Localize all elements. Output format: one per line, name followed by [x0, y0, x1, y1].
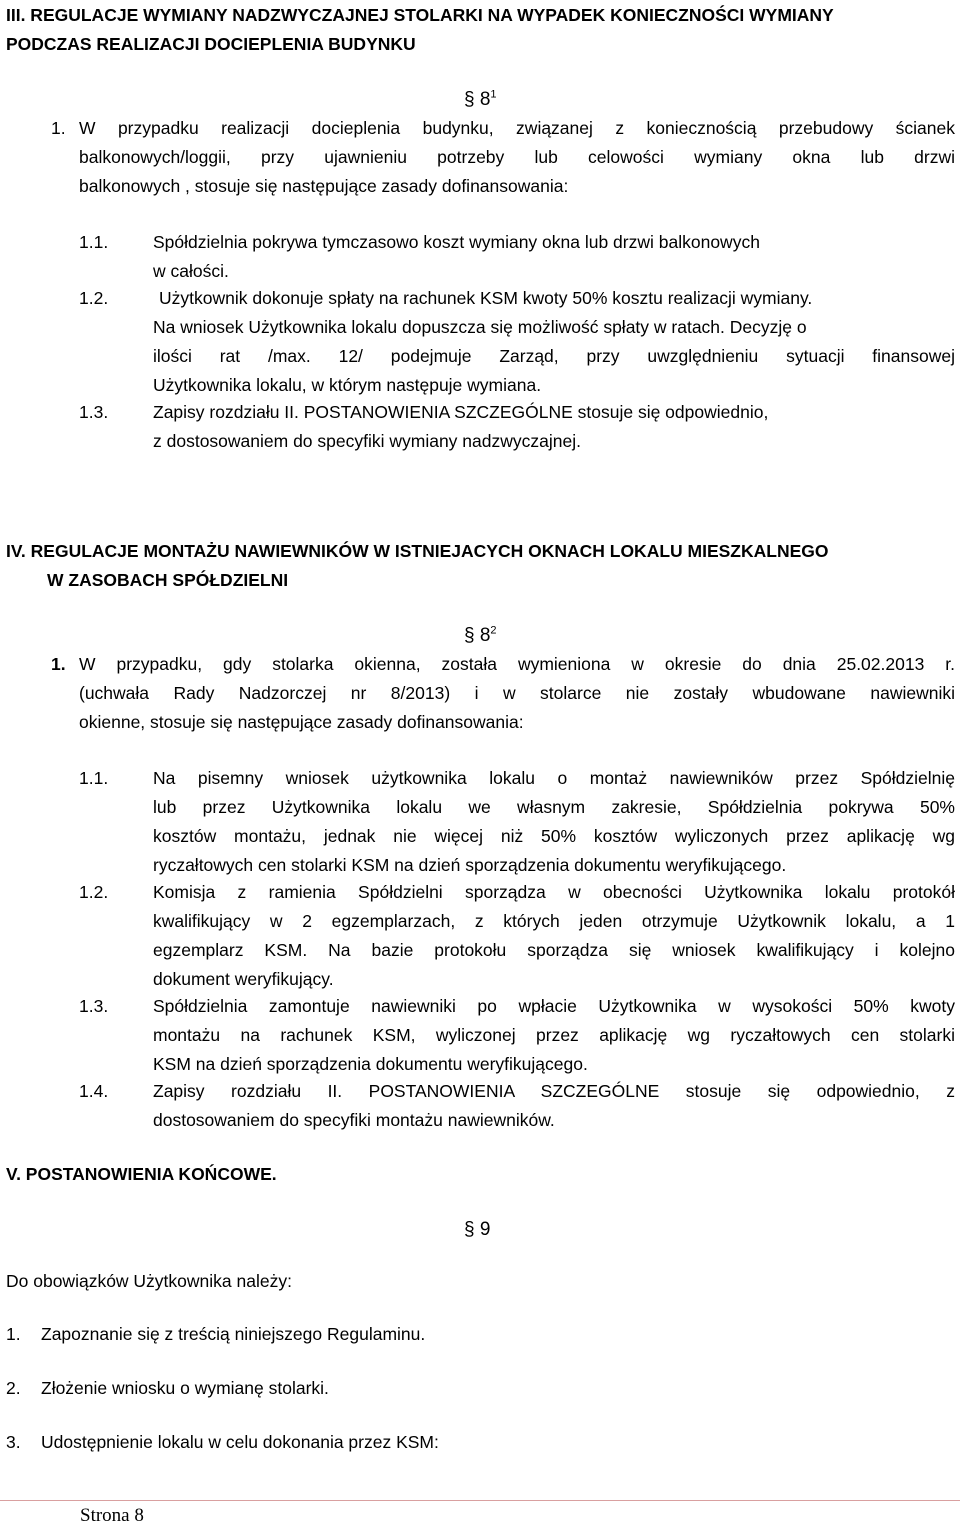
section-5-item-3-number: 3. — [6, 1432, 21, 1452]
section-3-heading-line-2: PODCZAS REALIZACJI DOCIEPLENIA BUDYNKU — [6, 34, 416, 54]
section-4-item-1-2-line-4: dokument weryfikujący. — [153, 969, 334, 989]
section-3-item-1-2-number: 1.2. — [79, 288, 109, 308]
section-5-item-2-number: 2. — [6, 1378, 21, 1398]
section-3-intro-line-1: W przypadku realizacji docieplenia budynku, związanej z koniecznością przebudowy ścianek — [79, 118, 955, 138]
section-3-item-1-2-line-4: Użytkownika lokalu, w którym następuje wymiana. — [153, 375, 542, 395]
section-3-item-1-3-line-1: Zapisy rozdziału II. POSTANOWIENIA SZCZEGÓLNE stosuje się odpowiednio, — [153, 402, 769, 422]
section-4-item-1-2-line-1: Komisja z ramienia Spółdzielni sporządza w obecności Użytkownika lokalu protokół — [153, 882, 955, 902]
section-4-item-1-3-line-2: montażu na rachunek KSM, wyliczonej przez aplikację wg ryczałtowych cen stolarki — [153, 1025, 955, 1045]
section-4-heading-line-1: IV. REGULACJE MONTAŻU NAWIEWNIKÓW W ISTNIEJACYCH OKNACH LOKALU MIESZKALNEGO — [6, 541, 829, 561]
section-3-item-1-3-line-2: z dostosowaniem do specyfiki wymiany nadzwyczajnej. — [153, 431, 581, 451]
section-4-item-1-4-line-2: dostosowaniem do specyfiki montażu nawiewników. — [153, 1110, 555, 1130]
paragraph-9-symbol: § 9 — [464, 1219, 491, 1240]
section-3-item-1-3-number: 1.3. — [79, 402, 109, 422]
section-4-item-1-4-line-1: Zapisy rozdziału II. POSTANOWIENIA SZCZEGÓLNE stosuje się odpowiednio, z — [153, 1081, 955, 1101]
section-4-item-1-3-line-3: KSM na dzień sporządzenia dokumentu weryfikującego. — [153, 1054, 588, 1074]
section-5-intro: Do obowiązków Użytkownika należy: — [6, 1271, 292, 1291]
section-3-item-1-1-line-2: w całości. — [153, 261, 229, 281]
section-4-intro-line-2: (uchwała Rady Nadzorczej nr 8/2013) i w stolarce nie zostały wbudowane nawiewniki — [79, 683, 955, 703]
section-3-intro-line-2: balkonowych/loggii, przy ujawnieniu potrzeby lub celowości wymiany okna lub drzwi — [79, 147, 955, 167]
section-4-item-1-4-number: 1.4. — [79, 1081, 109, 1101]
page-number: Strona 8 — [80, 1505, 144, 1526]
paragraph-8-1-symbol: § $8^1$ — [464, 88, 497, 110]
section-4-point-number: 1. — [51, 654, 66, 674]
section-3-heading-line-1: III. REGULACJE WYMIANY NADZWYCZAJNEJ STOLARKI NA WYPADEK KONIECZNOŚCI WYMIANY — [6, 5, 834, 25]
section-3-item-1-2-line-1: Użytkownik dokonuje spłaty na rachunek KSM kwoty 50% kosztu realizacji wymiany. — [159, 288, 813, 308]
section-3-intro-line-3: balkonowych , stosuje się następujące zasady dofinansowania: — [79, 176, 569, 196]
section-3-item-1-2-line-2: Na wniosek Użytkownika lokalu dopuszcza się możliwość spłaty w ratach. Decyzję o — [153, 317, 807, 337]
section-4-item-1-1-line-2: lub przez Użytkownika lokalu we własnym zakresie, Spółdzielnia pokrywa 50% — [153, 797, 955, 817]
section-3-point-number: 1. — [51, 118, 66, 138]
paragraph-8-2-symbol: § $8^2$ — [464, 624, 497, 646]
section-4-item-1-1-number: 1.1. — [79, 768, 109, 788]
section-4-item-1-2-line-2: kwalifikujący w 2 egzemplarzach, z których jeden otrzymuje Użytkownik lokalu, a 1 — [153, 911, 955, 931]
section-5-item-1-text: Zapoznanie się z treścią niniejszego Regulaminu. — [41, 1324, 426, 1344]
section-4-heading-line-2: W ZASOBACH SPÓŁDZIELNI — [47, 570, 289, 590]
section-4-intro-line-1: W przypadku, gdy stolarka okienna, została wymieniona w okresie do dnia 25.02.2013 r. — [79, 654, 955, 674]
section-3-item-1-2-line-3: ilości rat /max. 12/ podejmuje Zarząd, przy uwzględnieniu sytuacji finansowej — [153, 346, 955, 366]
section-4-item-1-1-line-4: ryczałtowych cen stolarki KSM na dzień sporządzenia dokumentu weryfikującego. — [153, 855, 787, 875]
section-3-item-1-1-number: 1.1. — [79, 232, 109, 252]
section-4-item-1-3-number: 1.3. — [79, 996, 109, 1016]
section-4-item-1-2-line-3: egzemplarz KSM. Na bazie protokołu sporządza się wniosek kwalifikujący i kolejno — [153, 940, 955, 960]
section-5-item-2-text: Złożenie wniosku o wymianę stolarki. — [41, 1378, 329, 1398]
section-5-item-3-text: Udostępnienie lokalu w celu dokonania przez KSM: — [41, 1432, 439, 1452]
section-4-item-1-1-line-1: Na pisemny wniosek użytkownika lokalu o montaż nawiewników przez Spółdzielnię — [153, 768, 955, 788]
section-4-item-1-2-number: 1.2. — [79, 882, 109, 902]
section-4-item-1-1-line-3: kosztów montażu, jednak nie więcej niż 50% kosztów wyliczonych przez aplikację wg — [153, 826, 955, 846]
section-4-item-1-3-line-1: Spółdzielnia zamontuje nawiewniki po wpłacie Użytkownika w wysokości 50% kwoty — [153, 996, 955, 1016]
section-5-heading: V. POSTANOWIENIA KOŃCOWE. — [6, 1164, 277, 1184]
section-5-item-1-number: 1. — [6, 1324, 21, 1344]
section-4-intro-line-3: okienne, stosuje się następujące zasady dofinansowania: — [79, 712, 524, 732]
section-3-item-1-1-line-1: Spółdzielnia pokrywa tymczasowo koszt wymiany okna lub drzwi balkonowych — [153, 232, 760, 252]
footer-divider — [0, 1500, 960, 1501]
